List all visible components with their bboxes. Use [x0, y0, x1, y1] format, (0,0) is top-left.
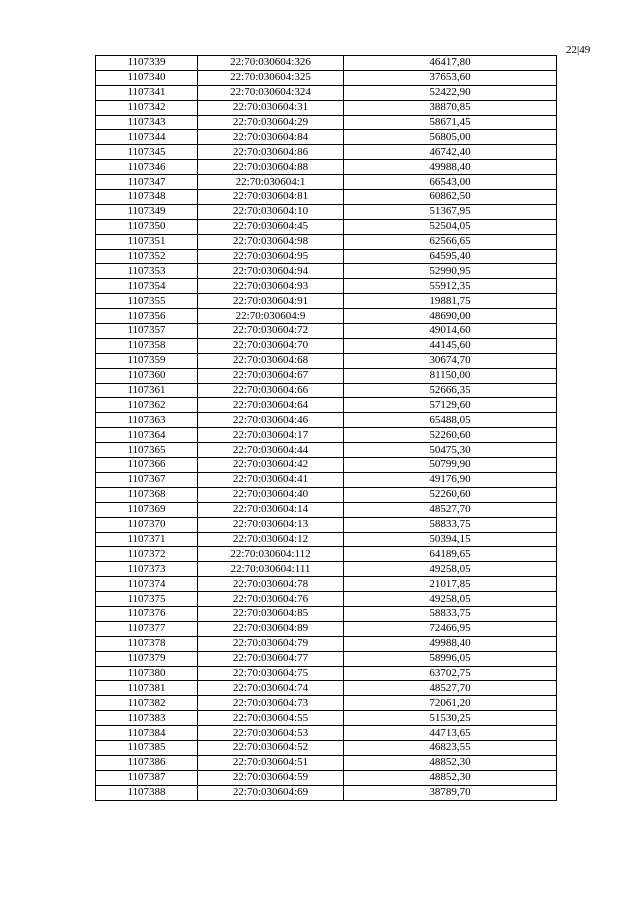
table-row	[96, 547, 557, 562]
record-number-cell: 1107377	[96, 621, 198, 636]
cadastral-value-cell: 52504,05	[344, 219, 557, 234]
table-row	[96, 681, 557, 696]
record-number-cell: 1107345	[96, 145, 198, 160]
record-number-cell: 1107346	[96, 160, 198, 175]
cadastral-value-cell: 56805,00	[344, 130, 557, 145]
record-number-cell: 1107384	[96, 726, 198, 741]
cadastral-number-cell: 22:70:030604:78	[198, 577, 344, 592]
record-number-cell: 1107359	[96, 353, 198, 368]
table-row	[96, 472, 557, 487]
table-row	[96, 532, 557, 547]
table-row	[96, 398, 557, 413]
table-row	[96, 487, 557, 502]
cadastral-number-cell: 22:70:030604:1	[198, 175, 344, 190]
cadastral-number-cell: 22:70:030604:91	[198, 294, 344, 309]
cadastral-value-cell: 62566,65	[344, 234, 557, 249]
record-number-cell: 1107357	[96, 324, 198, 339]
cadastral-value-cell: 58833,75	[344, 606, 557, 621]
record-number-cell: 1107373	[96, 562, 198, 577]
page-number: 22|49	[566, 44, 591, 56]
cadastral-number-cell: 22:70:030604:13	[198, 517, 344, 532]
cadastral-number-cell: 22:70:030604:111	[198, 562, 344, 577]
table-row	[96, 740, 557, 755]
table-row	[96, 383, 557, 398]
table-row	[96, 85, 557, 100]
cadastral-value-cell: 52260,60	[344, 428, 557, 443]
cadastral-value-cell: 63702,75	[344, 666, 557, 681]
cadastral-number-cell: 22:70:030604:46	[198, 413, 344, 428]
table-row	[96, 264, 557, 279]
table-row	[96, 785, 557, 800]
record-number-cell: 1107350	[96, 219, 198, 234]
cadastral-value-cell: 49176,90	[344, 472, 557, 487]
cadastral-number-cell: 22:70:030604:14	[198, 502, 344, 517]
table-row	[96, 338, 557, 353]
cadastral-value-cell: 21017,85	[344, 577, 557, 592]
table-row	[96, 56, 557, 71]
record-number-cell: 1107380	[96, 666, 198, 681]
table-row	[96, 562, 557, 577]
record-number-cell: 1107349	[96, 204, 198, 219]
cadastral-number-cell: 22:70:030604:74	[198, 681, 344, 696]
table-row	[96, 636, 557, 651]
cadastral-value-cell: 58833,75	[344, 517, 557, 532]
record-number-cell: 1107351	[96, 234, 198, 249]
record-number-cell: 1107356	[96, 309, 198, 324]
record-number-cell: 1107364	[96, 428, 198, 443]
cadastral-value-cell: 72061,20	[344, 696, 557, 711]
table-row	[96, 726, 557, 741]
table-row	[96, 160, 557, 175]
table-row	[96, 70, 557, 85]
record-number-cell: 1107376	[96, 606, 198, 621]
cadastral-value-cell: 44713,65	[344, 726, 557, 741]
cadastral-number-cell: 22:70:030604:75	[198, 666, 344, 681]
cadastral-number-cell: 22:70:030604:94	[198, 264, 344, 279]
record-number-cell: 1107355	[96, 294, 198, 309]
cadastral-number-cell: 22:70:030604:41	[198, 472, 344, 487]
record-number-cell: 1107370	[96, 517, 198, 532]
cadastral-number-cell: 22:70:030604:84	[198, 130, 344, 145]
cadastral-value-cell: 30674,70	[344, 353, 557, 368]
table-row	[96, 130, 557, 145]
record-number-cell: 1107354	[96, 279, 198, 294]
cadastral-number-cell: 22:70:030604:12	[198, 532, 344, 547]
table-row	[96, 234, 557, 249]
record-number-cell: 1107374	[96, 577, 198, 592]
table-row	[96, 219, 557, 234]
cadastral-number-cell: 22:70:030604:81	[198, 190, 344, 205]
cadastral-number-cell: 22:70:030604:72	[198, 324, 344, 339]
record-number-cell: 1107387	[96, 770, 198, 785]
table-row	[96, 368, 557, 383]
cadastral-value-cell: 52260,60	[344, 487, 557, 502]
cadastral-number-cell: 22:70:030604:89	[198, 621, 344, 636]
cadastral-value-cell: 52422,90	[344, 85, 557, 100]
cadastral-value-cell: 64595,40	[344, 249, 557, 264]
cadastral-number-cell: 22:70:030604:88	[198, 160, 344, 175]
record-number-cell: 1107348	[96, 190, 198, 205]
cadastral-value-cell: 44145,60	[344, 338, 557, 353]
cadastral-value-cell: 46823,55	[344, 740, 557, 755]
record-number-cell: 1107365	[96, 443, 198, 458]
cadastral-value-cell: 64189,65	[344, 547, 557, 562]
cadastral-value-cell: 52990,95	[344, 264, 557, 279]
table-row	[96, 770, 557, 785]
cadastral-value-cell: 51530,25	[344, 711, 557, 726]
cadastral-value-cell: 60862,50	[344, 190, 557, 205]
record-number-cell: 1107368	[96, 487, 198, 502]
cadastral-number-cell: 22:70:030604:70	[198, 338, 344, 353]
cadastral-value-cell: 51367,95	[344, 204, 557, 219]
cadastral-number-cell: 22:70:030604:42	[198, 458, 344, 473]
record-number-cell: 1107343	[96, 115, 198, 130]
cadastral-number-cell: 22:70:030604:326	[198, 56, 344, 71]
record-number-cell: 1107352	[96, 249, 198, 264]
record-number-cell: 1107388	[96, 785, 198, 800]
table-row	[96, 100, 557, 115]
cadastral-value-cell: 66543,00	[344, 175, 557, 190]
cadastral-value-cell: 58996,05	[344, 651, 557, 666]
cadastral-value-cell: 57129,60	[344, 398, 557, 413]
cadastral-number-cell: 22:70:030604:52	[198, 740, 344, 755]
cadastral-value-cell: 48852,30	[344, 755, 557, 770]
cadastral-number-cell: 22:70:030604:67	[198, 368, 344, 383]
record-number-cell: 1107385	[96, 740, 198, 755]
cadastral-number-cell: 22:70:030604:79	[198, 636, 344, 651]
cadastral-number-cell: 22:70:030604:112	[198, 547, 344, 562]
cadastral-number-cell: 22:70:030604:64	[198, 398, 344, 413]
cadastral-number-cell: 22:70:030604:86	[198, 145, 344, 160]
record-number-cell: 1107361	[96, 383, 198, 398]
table-row	[96, 517, 557, 532]
cadastral-number-cell: 22:70:030604:51	[198, 755, 344, 770]
cadastral-number-cell: 22:70:030604:44	[198, 443, 344, 458]
table-row	[96, 249, 557, 264]
cadastral-value-cell: 50475,30	[344, 443, 557, 458]
record-number-cell: 1107381	[96, 681, 198, 696]
cadastral-number-cell: 22:70:030604:76	[198, 592, 344, 607]
table-row	[96, 294, 557, 309]
cadastral-number-cell: 22:70:030604:10	[198, 204, 344, 219]
cadastral-value-cell: 48852,30	[344, 770, 557, 785]
cadastral-number-cell: 22:70:030604:40	[198, 487, 344, 502]
cadastral-value-cell: 55912,35	[344, 279, 557, 294]
cadastral-value-cell: 72466,95	[344, 621, 557, 636]
cadastral-value-cell: 49258,05	[344, 562, 557, 577]
record-number-cell: 1107341	[96, 85, 198, 100]
record-number-cell: 1107366	[96, 458, 198, 473]
record-number-cell: 1107339	[96, 56, 198, 71]
cadastral-number-cell: 22:70:030604:93	[198, 279, 344, 294]
table-row	[96, 175, 557, 190]
cadastral-number-cell: 22:70:030604:325	[198, 70, 344, 85]
table-row	[96, 502, 557, 517]
cadastral-value-cell: 48527,70	[344, 502, 557, 517]
cadastral-number-cell: 22:70:030604:98	[198, 234, 344, 249]
cadastral-value-cell: 46417,80	[344, 56, 557, 71]
cadastral-number-cell: 22:70:030604:73	[198, 696, 344, 711]
record-number-cell: 1107375	[96, 592, 198, 607]
table-row	[96, 309, 557, 324]
record-number-cell: 1107371	[96, 532, 198, 547]
table-row	[96, 190, 557, 205]
cadastral-value-cell: 49988,40	[344, 636, 557, 651]
record-number-cell: 1107363	[96, 413, 198, 428]
table-row	[96, 204, 557, 219]
table-row	[96, 666, 557, 681]
cadastral-value-cell: 48527,70	[344, 681, 557, 696]
cadastral-value-cell: 81150,00	[344, 368, 557, 383]
cadastral-value-cell: 49258,05	[344, 592, 557, 607]
record-number-cell: 1107358	[96, 338, 198, 353]
table-row	[96, 458, 557, 473]
cadastral-number-cell: 22:70:030604:77	[198, 651, 344, 666]
cadastral-number-cell: 22:70:030604:68	[198, 353, 344, 368]
table-row	[96, 443, 557, 458]
record-number-cell: 1107382	[96, 696, 198, 711]
cadastral-number-cell: 22:70:030604:17	[198, 428, 344, 443]
cadastral-number-cell: 22:70:030604:31	[198, 100, 344, 115]
cadastral-number-cell: 22:70:030604:66	[198, 383, 344, 398]
table-row	[96, 428, 557, 443]
cadastral-number-cell: 22:70:030604:69	[198, 785, 344, 800]
cadastral-number-cell: 22:70:030604:85	[198, 606, 344, 621]
cadastral-value-cell: 52666,35	[344, 383, 557, 398]
record-number-cell: 1107367	[96, 472, 198, 487]
record-number-cell: 1107344	[96, 130, 198, 145]
cadastral-value-table	[95, 55, 557, 801]
cadastral-value-cell: 37653,60	[344, 70, 557, 85]
cadastral-value-cell: 50394,15	[344, 532, 557, 547]
cadastral-value-cell: 38789,70	[344, 785, 557, 800]
record-number-cell: 1107362	[96, 398, 198, 413]
table-row	[96, 353, 557, 368]
cadastral-value-cell: 19881,75	[344, 294, 557, 309]
cadastral-value-cell: 50799,90	[344, 458, 557, 473]
table-row	[96, 115, 557, 130]
table-row	[96, 592, 557, 607]
table-row	[96, 755, 557, 770]
cadastral-value-cell: 58671,45	[344, 115, 557, 130]
cadastral-number-cell: 22:70:030604:59	[198, 770, 344, 785]
cadastral-value-cell: 46742,40	[344, 145, 557, 160]
table-row	[96, 711, 557, 726]
table-row	[96, 413, 557, 428]
cadastral-number-cell: 22:70:030604:45	[198, 219, 344, 234]
cadastral-value-cell: 65488,05	[344, 413, 557, 428]
table-row	[96, 651, 557, 666]
table-row	[96, 621, 557, 636]
record-number-cell: 1107353	[96, 264, 198, 279]
cadastral-value-cell: 48690,00	[344, 309, 557, 324]
record-number-cell: 1107342	[96, 100, 198, 115]
record-number-cell: 1107360	[96, 368, 198, 383]
table-row	[96, 324, 557, 339]
cadastral-number-cell: 22:70:030604:95	[198, 249, 344, 264]
cadastral-number-cell: 22:70:030604:29	[198, 115, 344, 130]
cadastral-number-cell: 22:70:030604:55	[198, 711, 344, 726]
cadastral-number-cell: 22:70:030604:324	[198, 85, 344, 100]
table-body	[96, 56, 557, 801]
cadastral-value-cell: 38870,85	[344, 100, 557, 115]
record-number-cell: 1107386	[96, 755, 198, 770]
table-row	[96, 279, 557, 294]
table-row	[96, 145, 557, 160]
cadastral-number-cell: 22:70:030604:53	[198, 726, 344, 741]
cadastral-number-cell: 22:70:030604:9	[198, 309, 344, 324]
record-number-cell: 1107372	[96, 547, 198, 562]
record-number-cell: 1107340	[96, 70, 198, 85]
cadastral-value-cell: 49988,40	[344, 160, 557, 175]
record-number-cell: 1107369	[96, 502, 198, 517]
table-row	[96, 577, 557, 592]
record-number-cell: 1107378	[96, 636, 198, 651]
cadastral-value-cell: 49014,60	[344, 324, 557, 339]
record-number-cell: 1107379	[96, 651, 198, 666]
table-row	[96, 696, 557, 711]
record-number-cell: 1107347	[96, 175, 198, 190]
record-number-cell: 1107383	[96, 711, 198, 726]
table-row	[96, 606, 557, 621]
